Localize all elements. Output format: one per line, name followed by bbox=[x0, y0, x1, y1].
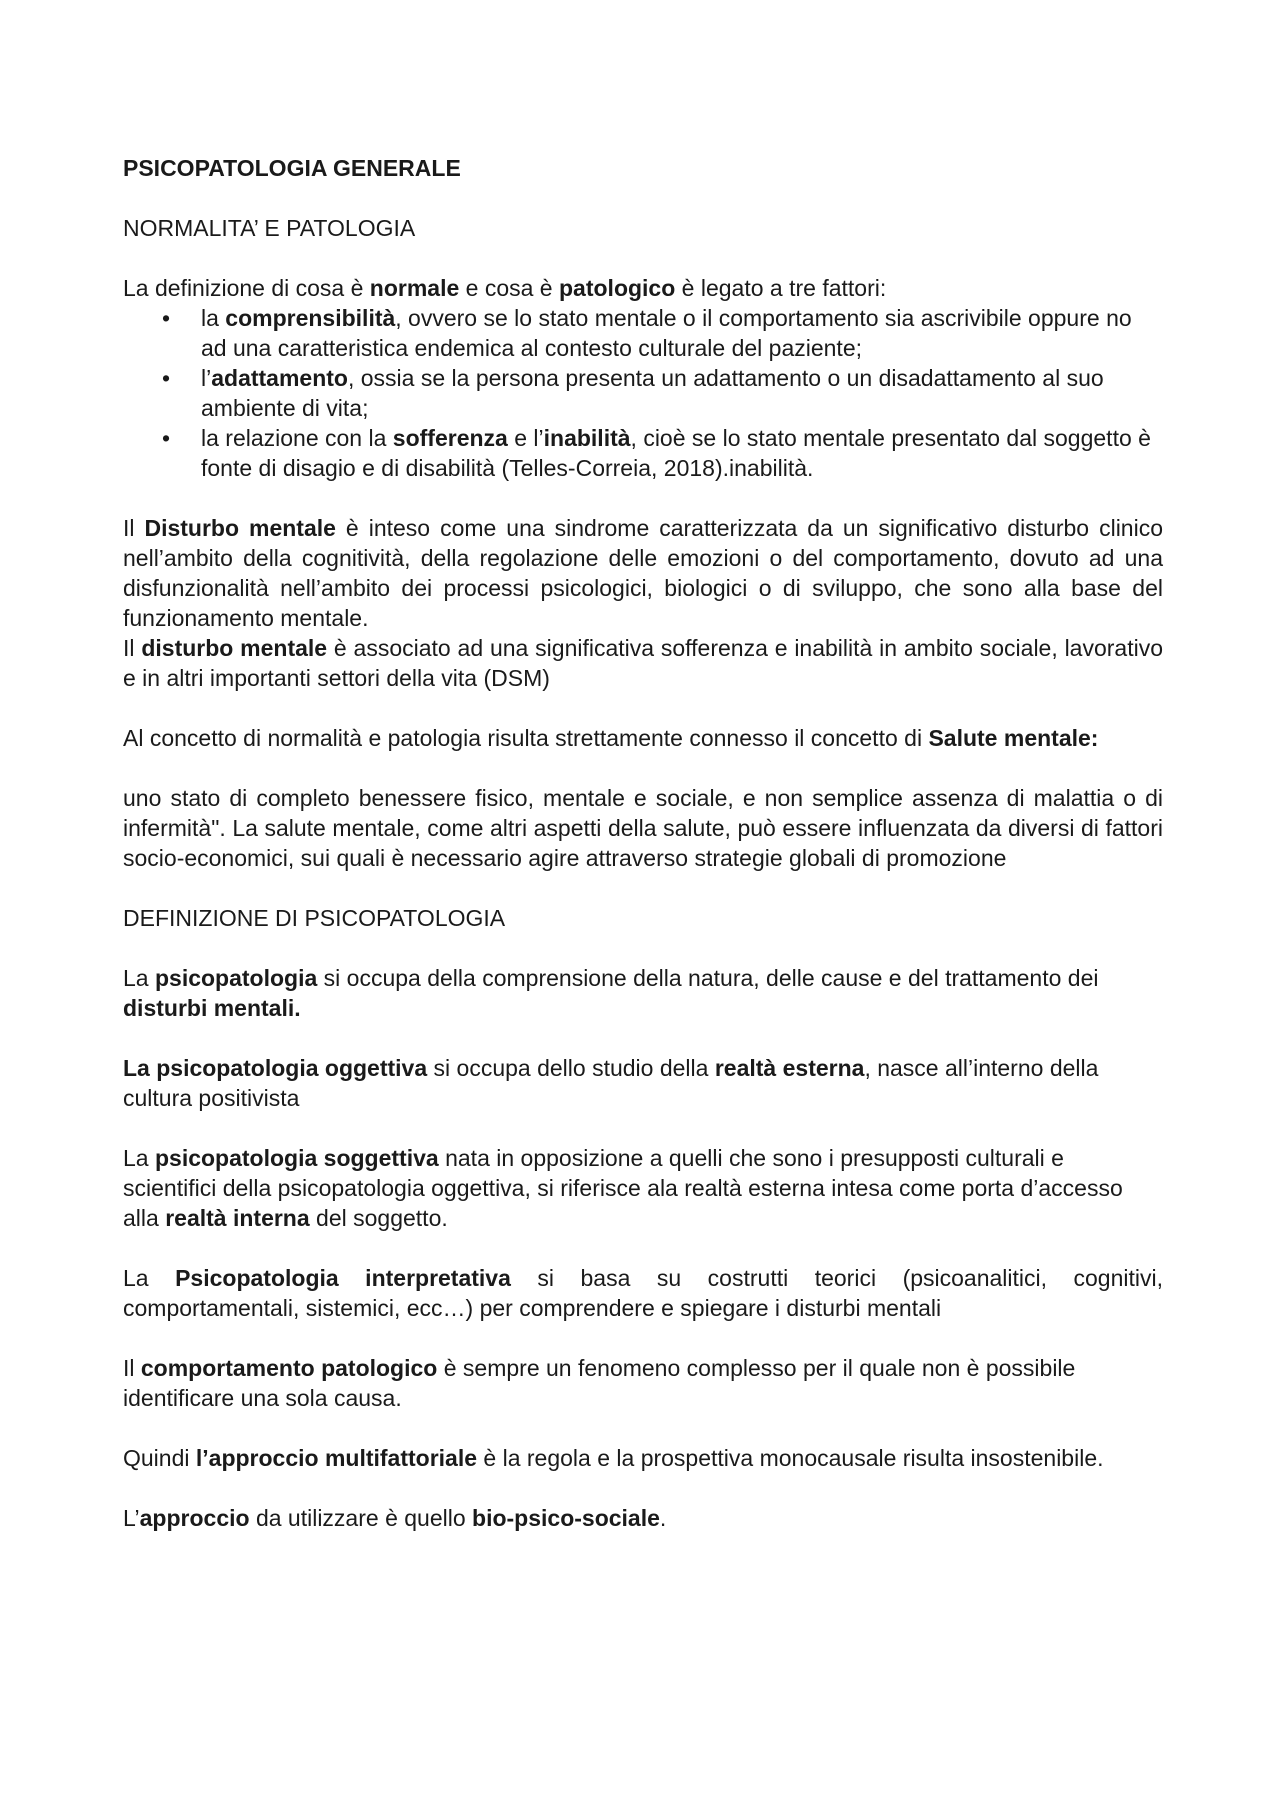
section-heading-definizione: DEFINIZIONE DI PSICOPATOLOGIA bbox=[123, 905, 506, 931]
text-run: , ovvero se lo stato mentale o il comportamento sia ascrivibile oppure no ad una caratteristica endemica al contesto culturale del paziente; bbox=[201, 305, 1132, 361]
section-heading-normalita: NORMALITA’ E PATOLOGIA bbox=[123, 215, 416, 241]
bold-text-run: patologico bbox=[559, 275, 676, 301]
text-run: e l’ bbox=[507, 425, 544, 451]
text-run: La definizione di cosa è bbox=[123, 275, 370, 301]
text-run: Il bbox=[123, 515, 145, 541]
psicopatologia-soggettiva-paragraph bbox=[123, 1143, 1163, 1233]
text-run: La bbox=[123, 1265, 176, 1291]
psicopatologia-oggettiva-paragraph bbox=[123, 1053, 1163, 1113]
list-item-comprensibilita bbox=[123, 303, 1163, 363]
bold-text-run: adattamento bbox=[211, 365, 348, 391]
text-run: , ossia se la persona presenta un adattamento o un disadattamento al suo ambiente di vita; bbox=[201, 365, 1104, 421]
text-run: , nasce all’interno della cultura positivista bbox=[123, 1055, 1099, 1111]
bold-text-run: disturbo mentale bbox=[141, 635, 328, 661]
text-run: Il bbox=[123, 635, 142, 661]
text-run: da utilizzare è quello bbox=[249, 1505, 473, 1531]
document-title: PSICOPATOLOGIA GENERALE bbox=[123, 155, 461, 181]
text-run: è sempre un fenomeno complesso per il quale non è possibile identificare una sola causa. bbox=[123, 1355, 1076, 1411]
bold-text-run: comprensibilità bbox=[225, 305, 396, 331]
text-run: si occupa della comprensione della natura, delle cause e del trattamento dei bbox=[317, 965, 1099, 991]
disturbo-mentale-dsm-paragraph bbox=[123, 633, 1163, 693]
text-run: del soggetto. bbox=[309, 1205, 448, 1231]
salute-mentale-intro bbox=[123, 723, 1163, 753]
bold-text-run: sofferenza bbox=[392, 425, 508, 451]
bold-text-run: Psicopatologia interpretativa bbox=[175, 1265, 511, 1291]
bold-text-run: realtà interna bbox=[165, 1205, 310, 1231]
text-run: nata in opposizione a quelli che sono i presupposti culturali e scientifici della psicopatologia oggettiva, si riferisce ala realtà esterna intesa come porta d’accesso alla bbox=[123, 1145, 1123, 1231]
bold-text-run: bio-psico-sociale bbox=[472, 1505, 660, 1531]
text-run: è associato ad una significativa sofferenza e inabilità in ambito sociale, lavorativo e in altri importanti settori della vita (DSM) bbox=[123, 635, 1164, 691]
text-run: La bbox=[123, 965, 155, 991]
salute-mentale-definition bbox=[123, 783, 1163, 873]
approccio-bio-psico-sociale-paragraph bbox=[123, 1503, 1163, 1533]
text-run: La bbox=[123, 1145, 155, 1171]
psicopatologia-paragraph bbox=[123, 963, 1163, 1023]
bold-text-run: realtà esterna bbox=[714, 1055, 865, 1081]
bold-text-run: disturbi mentali. bbox=[123, 995, 301, 1021]
bold-text-run: Disturbo mentale bbox=[144, 515, 336, 541]
document-page bbox=[123, 153, 1163, 1533]
text-run: si occupa dello studio della bbox=[427, 1055, 715, 1081]
text-run: Al concetto di normalità e patologia risulta strettamente connesso il concetto di bbox=[123, 725, 929, 751]
text-run: L’ bbox=[123, 1505, 140, 1531]
bold-text-run: approccio bbox=[139, 1505, 250, 1531]
text-run: Il bbox=[123, 1355, 141, 1381]
text-run: si basa su costrutti teorici (psicoanalitici, cognitivi, comportamentali, sistemici, ecc…) per comprendere e spiegare i disturbi mentali bbox=[123, 1265, 1163, 1321]
text-run: è legato a tre fattori: bbox=[675, 275, 887, 301]
intro-paragraph bbox=[123, 273, 1163, 303]
text-run: e cosa è bbox=[459, 275, 559, 301]
text-run: Quindi bbox=[123, 1445, 196, 1471]
bold-text-run: inabilità bbox=[543, 425, 631, 451]
factors-list bbox=[123, 303, 1163, 483]
text-run: . bbox=[659, 1505, 667, 1531]
text-run: è la regola e la prospettiva monocausale risulta insostenibile. bbox=[477, 1445, 1104, 1471]
text-run: la relazione con la bbox=[201, 425, 393, 451]
bold-text-run: l’approccio multifattoriale bbox=[195, 1445, 478, 1471]
bold-text-run: comportamento patologico bbox=[140, 1355, 438, 1381]
bold-text-run: psicopatologia bbox=[154, 965, 318, 991]
text-run: uno stato di completo benessere fisico, mentale e sociale, e non semplice assenza di malattia o di infermità". La salute mentale, come altri aspetti della salute, può essere influenzata da diversi di fattori socio-economici, sui quali è necessario agire attraverso strategie globali di promozione bbox=[123, 785, 1163, 871]
list-item-sofferenza bbox=[123, 423, 1163, 483]
text-run: l’ bbox=[201, 365, 212, 391]
text-run: la bbox=[201, 305, 226, 331]
bold-text-run: normale bbox=[369, 275, 460, 301]
psicopatologia-interpretativa-paragraph bbox=[123, 1263, 1163, 1323]
approccio-multifattoriale-paragraph bbox=[123, 1443, 1163, 1473]
bold-text-run: psicopatologia soggettiva bbox=[154, 1145, 439, 1171]
bold-text-run: Salute mentale: bbox=[928, 725, 1099, 751]
text-run: , cioè se lo stato mentale presentato dal soggetto è fonte di disagio e di disabilità (Telles-Correia, 2018).inabilità. bbox=[201, 425, 1151, 481]
text-run: è inteso come una sindrome caratterizzata da un significativo disturbo clinico nell’ambito della cognitività, della regolazione delle emozioni o del comportamento, dovuto ad una disfunzionalità nell’ambito dei processi psicologici, biologici o di sviluppo, che sono alla base del funzionamento mentale. bbox=[123, 515, 1163, 631]
bold-text-run: La psicopatologia oggettiva bbox=[123, 1055, 428, 1081]
disturbo-mentale-paragraph bbox=[123, 513, 1163, 633]
comportamento-patologico-paragraph bbox=[123, 1353, 1163, 1413]
list-item-adattamento bbox=[123, 363, 1163, 423]
